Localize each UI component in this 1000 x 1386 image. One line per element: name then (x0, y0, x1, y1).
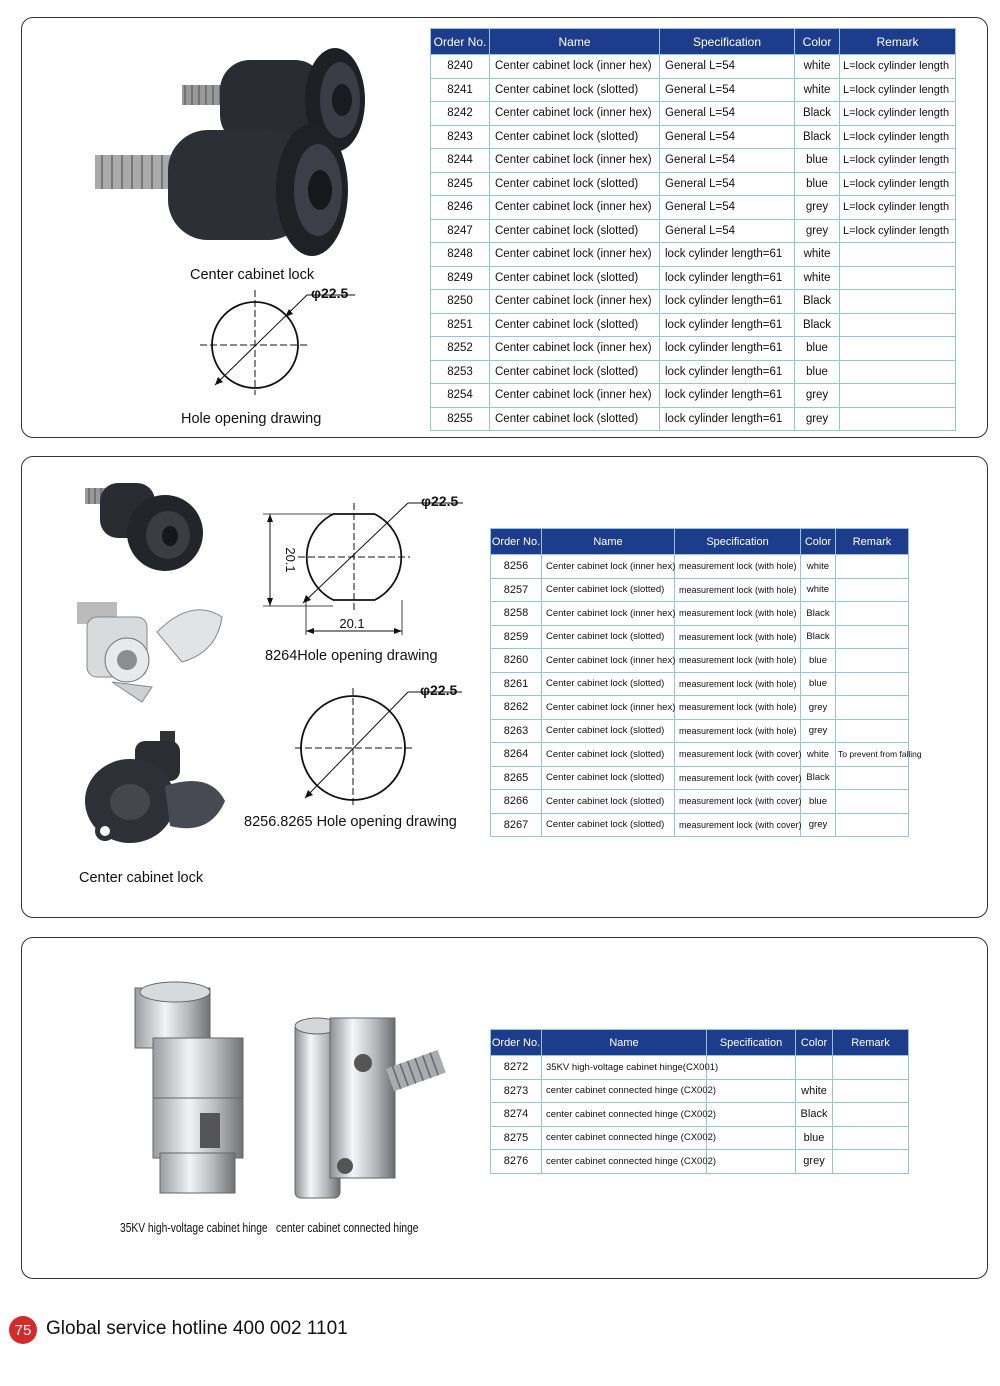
specification-cell: measurement lock (with hole) (675, 602, 801, 626)
table-row (431, 313, 956, 337)
order-no-cell: 8263 (491, 719, 542, 743)
name-cell: Center cabinet lock (slotted) (490, 78, 660, 102)
name-cell: center cabinet connected hinge (CX002) (542, 1103, 707, 1127)
specification-cell: General L=54 (660, 125, 795, 149)
color-cell: blue (796, 1126, 833, 1150)
table-row (491, 555, 909, 579)
name-cell: Center cabinet lock (slotted) (490, 360, 660, 384)
name-cell: Center cabinet lock (slotted) (490, 219, 660, 243)
col-name: Name (542, 1030, 707, 1056)
lock-black-image (80, 478, 205, 578)
order-no-cell: 8257 (491, 578, 542, 602)
color-cell: Black (801, 602, 836, 626)
table-body (431, 55, 956, 431)
hv-cabinet-hinge-image (125, 978, 255, 1203)
table-row (431, 172, 956, 196)
order-no-cell: 8245 (431, 172, 490, 196)
name-cell: center cabinet connected hinge (CX002) (542, 1150, 707, 1174)
table-row (491, 1079, 909, 1103)
specification-cell: General L=54 (660, 172, 795, 196)
name-cell: Center cabinet lock (slotted) (490, 313, 660, 337)
color-cell: grey (795, 384, 840, 408)
table-row (431, 125, 956, 149)
name-cell: center cabinet connected hinge (CX002) (542, 1126, 707, 1150)
name-cell: Center cabinet lock (inner hex) (490, 196, 660, 220)
name-cell: Center cabinet lock (slotted) (490, 407, 660, 431)
order-no-cell: 8262 (491, 696, 542, 720)
remark-cell: L=lock cylinder length (840, 196, 956, 220)
table-header-row (431, 29, 956, 55)
col-order-no: Order No. (491, 529, 542, 555)
name-cell: Center cabinet lock (slotted) (542, 813, 675, 837)
order-no-cell: 8266 (491, 790, 542, 814)
table-row (491, 672, 909, 696)
remark-cell (840, 337, 956, 361)
specification-cell: lock cylinder length=61 (660, 360, 795, 384)
specification-cell: measurement lock (with cover) (675, 743, 801, 767)
remark-cell (836, 790, 909, 814)
spec-table-2 (490, 528, 922, 837)
center-cabinet-lock-image (90, 40, 390, 265)
color-cell: blue (795, 337, 840, 361)
col-order-no: Order No. (431, 29, 490, 55)
product-caption: Center cabinet lock (190, 267, 315, 283)
specification-cell (707, 1056, 796, 1080)
color-cell: blue (801, 790, 836, 814)
remark-cell: L=lock cylinder length (840, 102, 956, 126)
remark-cell (833, 1103, 909, 1127)
col-specification: Specification (707, 1030, 796, 1056)
name-cell: Center cabinet lock (slotted) (542, 766, 675, 790)
page-number-badge: 75 (9, 1316, 37, 1344)
color-cell: Black (795, 125, 840, 149)
order-no-cell: 8275 (491, 1126, 542, 1150)
table-row (491, 743, 909, 767)
name-cell: Center cabinet lock (inner hex) (542, 602, 675, 626)
drawing-caption: Hole opening drawing (181, 411, 322, 427)
table-row (431, 102, 956, 126)
color-cell: grey (801, 696, 836, 720)
diameter-label-2: φ22.5 (421, 493, 459, 509)
col-remark: Remark (833, 1030, 909, 1056)
order-no-cell: 8258 (491, 602, 542, 626)
specification-cell: General L=54 (660, 78, 795, 102)
remark-cell (840, 313, 956, 337)
order-no-cell: 8253 (431, 360, 490, 384)
name-cell: Center cabinet lock (slotted) (490, 266, 660, 290)
specification-cell: measurement lock (with hole) (675, 625, 801, 649)
specification-cell: measurement lock (with hole) (675, 555, 801, 579)
name-cell: Center cabinet lock (slotted) (542, 672, 675, 696)
col-color: Color (796, 1030, 833, 1056)
table-row (431, 196, 956, 220)
order-no-cell: 8265 (491, 766, 542, 790)
lock-chrome-image (72, 592, 227, 707)
name-cell: Center cabinet lock (slotted) (542, 790, 675, 814)
remark-cell: L=lock cylinder length (840, 149, 956, 173)
col-specification: Specification (660, 29, 795, 55)
specification-cell: lock cylinder length=61 (660, 337, 795, 361)
color-cell: grey (801, 813, 836, 837)
color-cell: white (796, 1079, 833, 1103)
specification-cell (707, 1126, 796, 1150)
order-no-cell: 8255 (431, 407, 490, 431)
remark-cell (836, 578, 909, 602)
specification-cell: General L=54 (660, 196, 795, 220)
color-cell: grey (795, 219, 840, 243)
drawing-caption-8256-8265: 8256.8265 Hole opening drawing (244, 814, 457, 830)
name-cell: Center cabinet lock (inner hex) (490, 243, 660, 267)
caption-connected-hinge: center cabinet connected hinge (276, 1221, 419, 1235)
color-cell: grey (795, 407, 840, 431)
color-cell: white (795, 266, 840, 290)
name-cell: Center cabinet lock (inner hex) (490, 55, 660, 79)
order-no-cell: 8250 (431, 290, 490, 314)
order-no-cell: 8274 (491, 1103, 542, 1127)
name-cell: Center cabinet lock (inner hex) (542, 696, 675, 720)
remark-cell (840, 407, 956, 431)
remark-cell (840, 290, 956, 314)
remark-cell (836, 555, 909, 579)
specification-cell: General L=54 (660, 219, 795, 243)
col-color: Color (795, 29, 840, 55)
remark-cell (840, 266, 956, 290)
order-no-cell: 8244 (431, 149, 490, 173)
drawing-caption-8264: 8264Hole opening drawing (265, 648, 438, 664)
specification-cell: General L=54 (660, 149, 795, 173)
specification-cell (707, 1103, 796, 1127)
specification-cell: lock cylinder length=61 (660, 266, 795, 290)
name-cell: Center cabinet lock (inner hex) (490, 149, 660, 173)
name-cell: Center cabinet lock (inner hex) (490, 102, 660, 126)
order-no-cell: 8267 (491, 813, 542, 837)
color-cell: Black (796, 1103, 833, 1127)
remark-cell (833, 1056, 909, 1080)
name-cell: Center cabinet lock (slotted) (542, 578, 675, 602)
name-cell: Center cabinet lock (slotted) (542, 719, 675, 743)
name-cell: 35KV high-voltage cabinet hinge(CX001) (542, 1056, 707, 1080)
table-row (491, 649, 909, 673)
order-no-cell: 8264 (491, 743, 542, 767)
color-cell: grey (801, 719, 836, 743)
remark-cell: L=lock cylinder length (840, 125, 956, 149)
remark-cell (840, 360, 956, 384)
specification-cell: measurement lock (with hole) (675, 719, 801, 743)
table-row (491, 1126, 909, 1150)
order-no-cell: 8259 (491, 625, 542, 649)
name-cell: Center cabinet lock (slotted) (542, 743, 675, 767)
table-row (431, 149, 956, 173)
table-row (491, 1103, 909, 1127)
order-no-cell: 8252 (431, 337, 490, 361)
specification-cell (707, 1079, 796, 1103)
color-cell: white (795, 55, 840, 79)
name-cell: Center cabinet lock (inner hex) (542, 555, 675, 579)
order-no-cell: 8241 (431, 78, 490, 102)
remark-cell (840, 384, 956, 408)
order-no-cell: 8240 (431, 55, 490, 79)
table-row (431, 337, 956, 361)
specification-cell: measurement lock (with hole) (675, 696, 801, 720)
color-cell: white (795, 78, 840, 102)
diameter-label-3: φ22.5 (420, 682, 458, 698)
color-cell: blue (795, 172, 840, 196)
specification-cell: General L=54 (660, 55, 795, 79)
hole-drawing-8256-8265 (290, 680, 470, 810)
specification-cell: lock cylinder length=61 (660, 384, 795, 408)
specification-cell: lock cylinder length=61 (660, 313, 795, 337)
center-connected-hinge-image (285, 1008, 455, 1203)
table-row (491, 813, 909, 837)
col-specification: Specification (675, 529, 801, 555)
order-no-cell: 8249 (431, 266, 490, 290)
diameter-label: φ22.5 (311, 285, 349, 301)
specification-cell: lock cylinder length=61 (660, 243, 795, 267)
name-cell: Center cabinet lock (inner hex) (490, 384, 660, 408)
color-cell: blue (801, 672, 836, 696)
color-cell: Black (795, 313, 840, 337)
specification-cell: measurement lock (with hole) (675, 578, 801, 602)
color-cell: Black (795, 102, 840, 126)
order-no-cell: 8243 (431, 125, 490, 149)
specification-cell: measurement lock (with hole) (675, 649, 801, 673)
order-no-cell: 8273 (491, 1079, 542, 1103)
remark-cell: L=lock cylinder length (840, 55, 956, 79)
order-no-cell: 8248 (431, 243, 490, 267)
name-cell: Center cabinet lock (slotted) (542, 625, 675, 649)
color-cell: white (795, 243, 840, 267)
order-no-cell: 8247 (431, 219, 490, 243)
table-row (491, 719, 909, 743)
color-cell: blue (795, 360, 840, 384)
color-cell: Black (795, 290, 840, 314)
color-cell: white (801, 555, 836, 579)
col-remark: Remark (840, 29, 956, 55)
spec-table-1 (430, 28, 956, 431)
hotline-text: Global service hotline 400 002 1101 (46, 1318, 348, 1339)
color-cell: white (801, 578, 836, 602)
remark-cell (836, 649, 909, 673)
col-name: Name (490, 29, 660, 55)
col-remark: Remark (836, 529, 909, 555)
table-row (491, 766, 909, 790)
order-no-cell: 8276 (491, 1150, 542, 1174)
table-body (491, 555, 922, 837)
remark-cell (833, 1150, 909, 1174)
caption-hv-hinge: 35KV high-voltage cabinet hinge (120, 1221, 268, 1235)
remark-cell: L=lock cylinder length (840, 219, 956, 243)
table-row (491, 1056, 909, 1080)
remark-cell (836, 602, 909, 626)
table-row (431, 55, 956, 79)
flat-width-label: 20.1 (339, 616, 365, 631)
table-row (431, 243, 956, 267)
table-header-row (491, 1030, 909, 1056)
remark-cell (836, 813, 909, 837)
product-caption-2: Center cabinet lock (79, 870, 204, 886)
order-no-cell: 8260 (491, 649, 542, 673)
col-color: Color (801, 529, 836, 555)
name-cell: Center cabinet lock (inner hex) (490, 290, 660, 314)
table-row (431, 266, 956, 290)
table-body (491, 1056, 909, 1174)
color-cell: Black (801, 625, 836, 649)
table-row (431, 78, 956, 102)
table-row (431, 407, 956, 431)
table-row (491, 602, 909, 626)
remark-cell (836, 672, 909, 696)
remark-cell: L=lock cylinder length (840, 78, 956, 102)
color-cell: Black (801, 766, 836, 790)
specification-cell: measurement lock (with cover) (675, 813, 801, 837)
remark-cell (833, 1079, 909, 1103)
table-row (431, 219, 956, 243)
table-row (491, 578, 909, 602)
order-no-cell: 8254 (431, 384, 490, 408)
order-no-cell: 8246 (431, 196, 490, 220)
remark-cell: To prevent from falling (836, 743, 909, 767)
color-cell: grey (795, 196, 840, 220)
specification-cell: lock cylinder length=61 (660, 290, 795, 314)
order-no-cell: 8272 (491, 1056, 542, 1080)
table-row (491, 625, 909, 649)
col-order-no: Order No. (491, 1030, 542, 1056)
hole-drawing-8264 (258, 485, 473, 640)
table-header-row (491, 529, 909, 555)
order-no-cell: 8242 (431, 102, 490, 126)
table-row (491, 790, 909, 814)
remark-cell: L=lock cylinder length (840, 172, 956, 196)
remark-cell (840, 243, 956, 267)
remark-cell (836, 766, 909, 790)
remark-cell (836, 625, 909, 649)
flat-height-label: 20.1 (283, 547, 298, 573)
color-cell: grey (796, 1150, 833, 1174)
specification-cell: measurement lock (with cover) (675, 766, 801, 790)
specification-cell: lock cylinder length=61 (660, 407, 795, 431)
table-row (491, 696, 909, 720)
table-row (431, 290, 956, 314)
color-cell (796, 1056, 833, 1080)
remark-cell (833, 1126, 909, 1150)
order-no-cell: 8256 (491, 555, 542, 579)
lock-grey-cover-image (80, 726, 230, 856)
col-name: Name (542, 529, 675, 555)
specification-cell (707, 1150, 796, 1174)
table-row (491, 1150, 909, 1174)
color-cell: blue (801, 649, 836, 673)
specification-cell: measurement lock (with cover) (675, 790, 801, 814)
name-cell: Center cabinet lock (inner hex) (490, 337, 660, 361)
table-row (431, 384, 956, 408)
name-cell: Center cabinet lock (slotted) (490, 125, 660, 149)
hole-opening-drawing (195, 285, 355, 395)
name-cell: Center cabinet lock (inner hex) (542, 649, 675, 673)
name-cell: Center cabinet lock (slotted) (490, 172, 660, 196)
name-cell: center cabinet connected hinge (CX002) (542, 1079, 707, 1103)
table-row (431, 360, 956, 384)
order-no-cell: 8251 (431, 313, 490, 337)
color-cell: blue (795, 149, 840, 173)
remark-cell (836, 696, 909, 720)
order-no-cell: 8261 (491, 672, 542, 696)
spec-table-3 (490, 1029, 909, 1174)
color-cell: white (801, 743, 836, 767)
remark-cell (836, 719, 909, 743)
specification-cell: measurement lock (with hole) (675, 672, 801, 696)
specification-cell: General L=54 (660, 102, 795, 126)
